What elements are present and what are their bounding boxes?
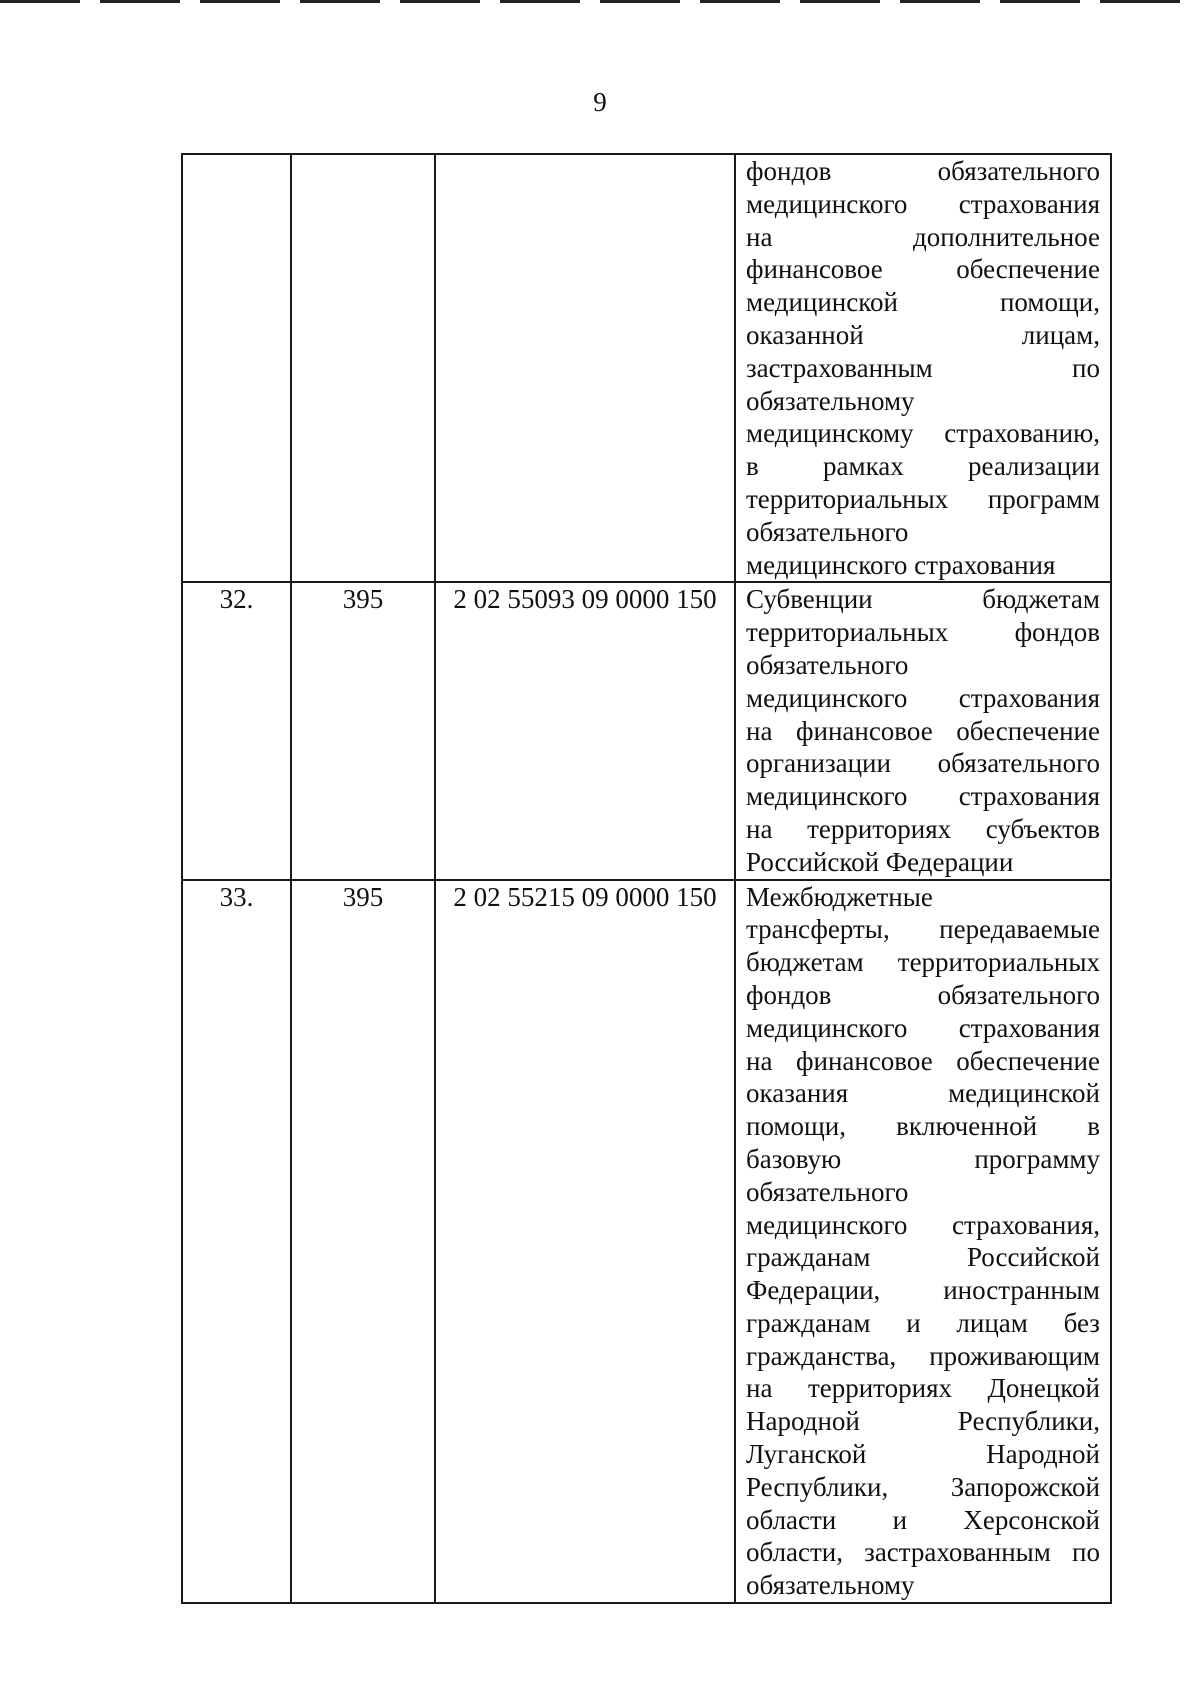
description-word: включенной bbox=[896, 1111, 1038, 1142]
description-line bbox=[736, 1307, 1110, 1340]
description-line bbox=[736, 913, 1110, 946]
description-line bbox=[736, 221, 1110, 254]
description-line bbox=[736, 1110, 1110, 1143]
budget-code-cell: 2 02 55093 09 0000 150 bbox=[435, 582, 735, 879]
description-line bbox=[736, 417, 1110, 450]
description-word: передаваемые bbox=[939, 914, 1100, 945]
description-word: обязательного bbox=[937, 748, 1100, 779]
top-scan-rule bbox=[0, 0, 1200, 3]
description-line bbox=[736, 253, 1110, 286]
table-row bbox=[182, 880, 1111, 1604]
description-line bbox=[736, 286, 1110, 319]
description-word: лицам bbox=[956, 1307, 1028, 1338]
description-line: обязательного bbox=[746, 649, 909, 680]
description-word: реализации bbox=[968, 451, 1100, 482]
description-word: Запорожской bbox=[950, 1471, 1100, 1502]
description-word: по bbox=[1072, 1537, 1100, 1568]
description-word: территориальных bbox=[897, 947, 1100, 978]
description-line: обязательного bbox=[746, 1176, 909, 1207]
description-line bbox=[736, 450, 1110, 483]
description-line: Российской Федерации bbox=[746, 846, 1014, 877]
description-line bbox=[736, 616, 1110, 649]
description-line: обязательному bbox=[746, 385, 915, 416]
description-word: и bbox=[906, 1307, 921, 1338]
description-line bbox=[736, 188, 1110, 221]
description-line: медицинского страхования bbox=[746, 549, 1056, 580]
description-word: и bbox=[892, 1504, 908, 1535]
description-word: оказанной bbox=[746, 319, 864, 350]
description-word: обязательного bbox=[937, 979, 1100, 1010]
description-cell bbox=[735, 880, 1111, 1604]
admin-code-cell: 395 bbox=[291, 582, 435, 879]
description-word: медицинскому bbox=[746, 418, 914, 449]
description-cell bbox=[735, 154, 1111, 582]
row-number-cell: 33. bbox=[182, 880, 291, 1604]
description-word: застрахованным bbox=[746, 352, 933, 383]
description-word: рамках bbox=[823, 451, 904, 482]
description-word: Республики, bbox=[746, 1471, 889, 1502]
description-word: на bbox=[746, 1373, 773, 1404]
description-word: Республики, bbox=[957, 1406, 1100, 1437]
description-word: Херсонской bbox=[963, 1504, 1100, 1535]
document-table-container bbox=[181, 153, 1110, 1604]
description-word: Федерации, bbox=[746, 1275, 881, 1306]
description-word: территориальных bbox=[746, 483, 949, 514]
description-word: базовую bbox=[746, 1143, 842, 1174]
description-word: Субвенции bbox=[746, 584, 873, 615]
budget-codes-table bbox=[181, 153, 1112, 1604]
description-line bbox=[736, 1143, 1110, 1176]
admin-code-cell bbox=[291, 154, 435, 582]
description-word: по bbox=[1072, 352, 1100, 383]
description-line bbox=[736, 946, 1110, 979]
description-word: организации bbox=[746, 748, 891, 779]
table-row bbox=[182, 582, 1111, 879]
description-line: обязательного bbox=[746, 516, 909, 547]
description-word: на bbox=[746, 1045, 773, 1076]
description-word: на bbox=[746, 813, 773, 844]
description-word: Народной bbox=[746, 1406, 860, 1437]
description-word: медицинской bbox=[746, 287, 898, 318]
description-word: фондов bbox=[746, 979, 832, 1010]
description-word: без bbox=[1063, 1307, 1100, 1338]
description-word: медицинского bbox=[746, 682, 908, 713]
description-word: на bbox=[746, 221, 773, 252]
table-row bbox=[182, 154, 1111, 582]
row-number-cell bbox=[182, 154, 291, 582]
description-word: страхования bbox=[958, 188, 1100, 219]
description-line bbox=[736, 1471, 1110, 1504]
description-word: фондов bbox=[746, 156, 832, 186]
description-word: лицам, bbox=[1021, 319, 1100, 350]
budget-code-cell: 2 02 55215 09 0000 150 bbox=[435, 880, 735, 1604]
description-line bbox=[736, 682, 1110, 715]
description-word: бюджетам bbox=[982, 584, 1100, 615]
description-line bbox=[736, 1241, 1110, 1274]
description-word: обеспечение bbox=[956, 1045, 1100, 1076]
admin-code-cell: 395 bbox=[291, 880, 435, 1604]
row-number-cell: 32. bbox=[182, 582, 291, 879]
description-line bbox=[736, 1045, 1110, 1078]
description-word: обязательного bbox=[937, 156, 1100, 186]
table-body bbox=[182, 154, 1111, 1603]
description-line bbox=[736, 483, 1110, 516]
description-word: трансферты, bbox=[746, 914, 890, 945]
description-line bbox=[736, 583, 1110, 616]
description-word: гражданам bbox=[746, 1307, 871, 1338]
description-word: финансовое bbox=[746, 254, 883, 285]
description-word: программ bbox=[987, 483, 1100, 514]
description-word: медицинской bbox=[948, 1078, 1100, 1109]
description-word: страхования bbox=[958, 682, 1100, 713]
description-word: проживающим bbox=[929, 1340, 1100, 1371]
description-line bbox=[736, 1372, 1110, 1405]
description-line bbox=[736, 1340, 1110, 1373]
description-word: медицинского bbox=[746, 1012, 908, 1043]
description-line bbox=[736, 1274, 1110, 1307]
description-line bbox=[736, 155, 1110, 188]
description-word: дополнительное bbox=[912, 221, 1100, 252]
description-word: программу bbox=[974, 1143, 1100, 1174]
description-line bbox=[736, 319, 1110, 352]
description-word: фондов bbox=[1014, 617, 1100, 648]
description-word: оказания bbox=[746, 1078, 849, 1109]
description-word: помощи, bbox=[999, 287, 1100, 318]
description-word: страхованию, bbox=[944, 418, 1100, 449]
description-word: субъектов bbox=[985, 813, 1100, 844]
description-word: в bbox=[1087, 1111, 1100, 1142]
description-word: медицинского bbox=[746, 188, 908, 219]
description-word: в bbox=[746, 451, 759, 482]
description-word: страхования bbox=[958, 781, 1100, 812]
description-word: Луганской bbox=[746, 1439, 867, 1470]
description-word: медицинского bbox=[746, 781, 908, 812]
description-word: бюджетам bbox=[746, 947, 864, 978]
description-word: обеспечение bbox=[956, 254, 1100, 285]
description-line bbox=[736, 1405, 1110, 1438]
description-word: области, bbox=[746, 1537, 844, 1568]
description-cell bbox=[735, 582, 1111, 879]
description-line bbox=[736, 1209, 1110, 1242]
description-line bbox=[736, 1536, 1110, 1569]
description-word: гражданам bbox=[746, 1242, 871, 1273]
description-word: территориях bbox=[807, 1373, 952, 1404]
description-line: Межбюджетные bbox=[746, 881, 933, 912]
description-line bbox=[736, 979, 1110, 1012]
budget-code-cell bbox=[435, 154, 735, 582]
description-line bbox=[736, 1077, 1110, 1110]
description-word: гражданства, bbox=[746, 1340, 897, 1371]
description-word: территориях bbox=[807, 813, 952, 844]
description-line bbox=[736, 352, 1110, 385]
description-word: Донецкой bbox=[987, 1373, 1100, 1404]
description-word: на bbox=[746, 715, 773, 746]
description-line bbox=[736, 1012, 1110, 1045]
description-word: финансовое bbox=[796, 1045, 933, 1076]
description-line bbox=[736, 780, 1110, 813]
description-line bbox=[736, 747, 1110, 780]
description-word: помощи, bbox=[746, 1111, 847, 1142]
description-line bbox=[736, 715, 1110, 748]
page-number: 9 bbox=[593, 87, 607, 117]
description-line bbox=[736, 813, 1110, 846]
description-word: страхования, bbox=[951, 1209, 1100, 1240]
description-line: обязательному bbox=[746, 1570, 915, 1601]
description-word: застрахованным bbox=[864, 1537, 1051, 1568]
description-line bbox=[736, 1504, 1110, 1537]
description-word: иностранным bbox=[943, 1275, 1100, 1306]
description-word: Народной bbox=[986, 1439, 1100, 1470]
description-word: финансовое bbox=[796, 715, 933, 746]
description-word: территориальных bbox=[746, 617, 949, 648]
description-word: медицинского bbox=[746, 1209, 908, 1240]
description-word: страхования bbox=[958, 1012, 1100, 1043]
description-word: обеспечение bbox=[956, 715, 1100, 746]
description-line bbox=[736, 1438, 1110, 1471]
description-word: Российской bbox=[966, 1242, 1100, 1273]
description-word: области bbox=[746, 1504, 837, 1535]
